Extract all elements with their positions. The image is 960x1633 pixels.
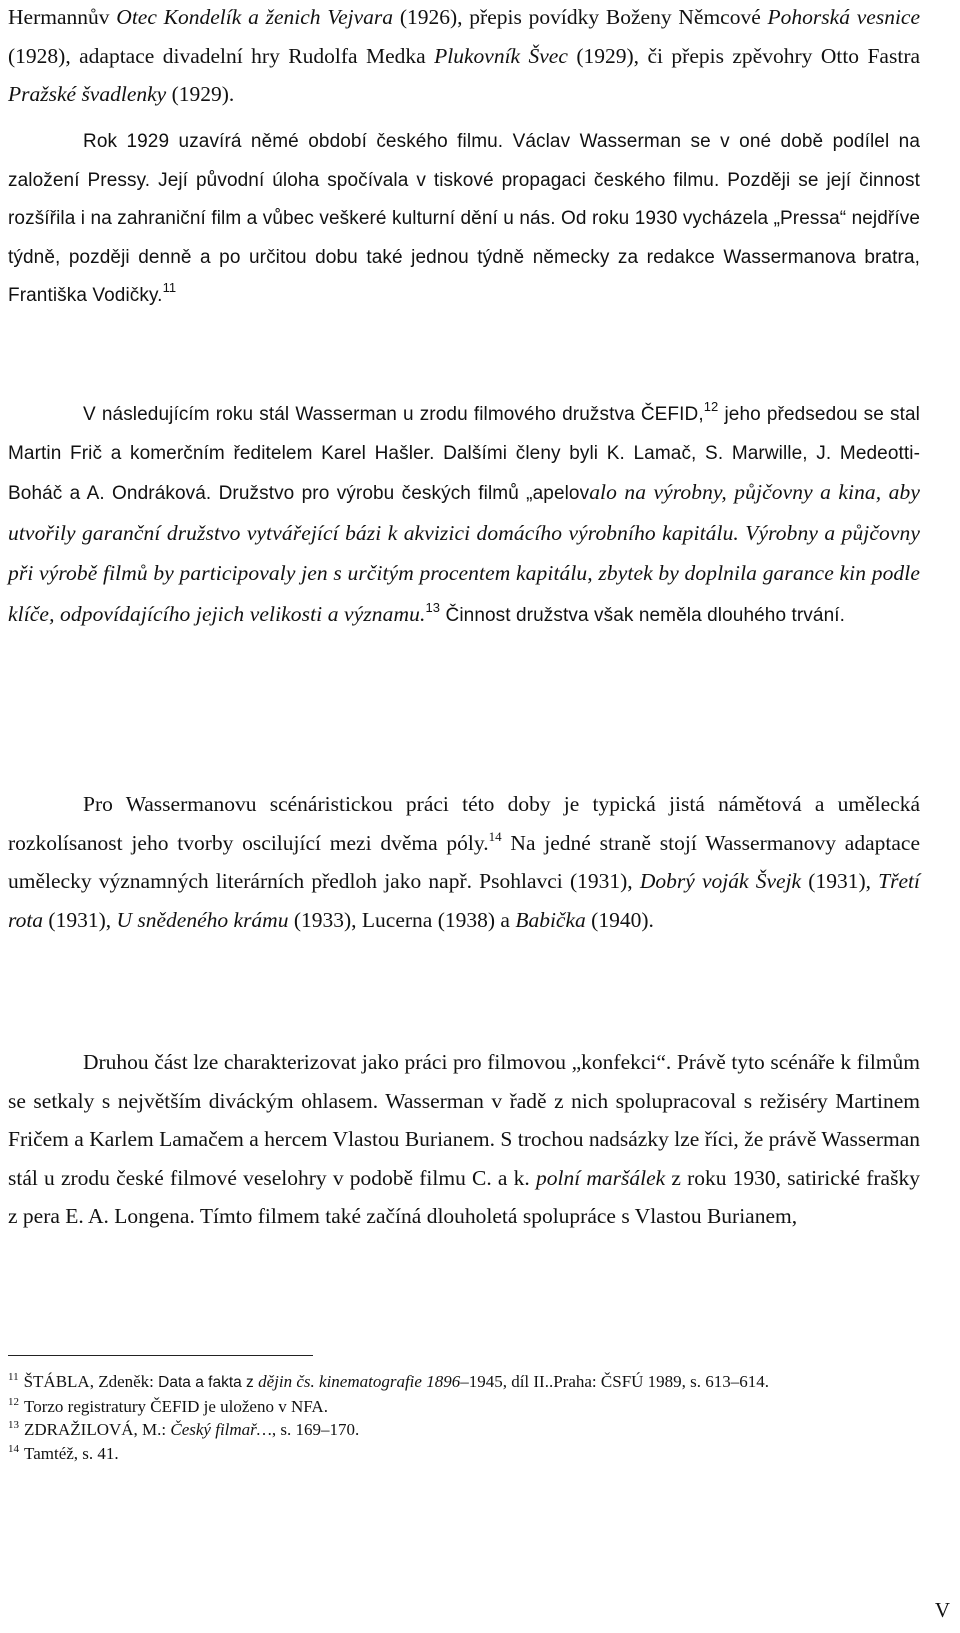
film-title: Třetí rota <box>8 869 920 932</box>
text-run: Hermannův <box>8 5 117 29</box>
footnote-title: dějin čs. kinematografie 1896 <box>258 1372 461 1391</box>
footnote-text: Tamtéž, s. 41. <box>24 1443 119 1463</box>
footnote-separator <box>8 1355 313 1356</box>
footnote-text: Data a fakta z <box>158 1374 259 1391</box>
footnote-text: ŠTÁBLA, Zdeněk: <box>23 1372 159 1391</box>
footnote-11 <box>8 1370 920 1395</box>
paragraph-1 <box>8 0 920 114</box>
text-run: z roku 1930, satirické frašky z pera E. A. Longena. Tímto filmem také začíná dlouholetá spolupráce s Vlastou Burianem, <box>8 1165 920 1229</box>
footnote-ref[interactable]: 14 <box>488 828 502 844</box>
film-title: Pohorská vesnice <box>767 5 921 29</box>
text-run: Rok 1929 uzavírá němé období českého filmu. Václav Wasserman se v oné době podílel na založení Pressy. Její původní úloha spočívala v tiskové propagaci českého filmu. Později se její činnost rozšířila i na zahraniční film a vůbec veškeré kulturní dění u nás. Od roku 1930 vycházela „Pressa“ nejdříve týdně, později denně a po určitou dobu také jednou týdně německy za redakce Wassermanova bratra, Františka Vodičky. <box>8 131 920 307</box>
footnote-ref[interactable]: 11 <box>162 280 177 296</box>
footnote-12 <box>8 1395 920 1419</box>
footnote-ref[interactable]: 13 <box>425 599 441 615</box>
text-run: Na jedné straně stojí Wassermanovy adaptace umělecky významných literárních předloh jako např. Psohlavci (1931), <box>8 830 920 894</box>
footnote-14 <box>8 1442 920 1466</box>
film-title: Dobrý voják Švejk <box>639 869 802 894</box>
footnote-13 <box>8 1418 920 1442</box>
text-run: Pro Wassermanovu scénáristickou práci této doby je typická jistá námětová a umělecká rozkolísanost jeho tvorby oscilující mezi dvěma póly. <box>8 792 920 855</box>
text-run: (1926), přepis povídky Boženy Němcové <box>393 5 768 29</box>
text-run: (1928), adaptace divadelní hry Rudolfa Medka <box>8 43 435 68</box>
film-title: Otec Kondelík a ženich Vejvara <box>116 5 394 29</box>
text-run: (1929). <box>166 82 235 107</box>
footnote-number: 11 <box>8 1371 19 1383</box>
text-run: (1931), <box>801 869 879 894</box>
film-title: U snědeného krámu <box>116 907 289 932</box>
page-number: V <box>934 1598 950 1622</box>
footnote-text: ZDRAŽILOVÁ, M.: <box>24 1420 171 1439</box>
paragraph-3 <box>8 396 920 636</box>
text-run: (1933), Lucerna (1938) a <box>288 907 516 932</box>
footnote-number: 12 <box>8 1395 19 1408</box>
footnote-text: , s. 169–170. <box>271 1420 360 1439</box>
film-title: polní maršálek <box>535 1165 666 1190</box>
text-run: Druhou část lze charakterizovat jako práci pro filmovou „konfekci“. Právě tyto scénáře k filmům se setkaly s největším diváckým ohlasem. Wasserman v řadě z nich spolupracoval s režiséry Martinem Fričem a Karlem Lamačem a hercem Vlastou Burianem. S trochou nadsázky lze říci, že právě Wasserman stál u zrodu české filmové veselohry v podobě filmu C. a k. <box>8 1050 920 1190</box>
footnote-text: –1945, díl II..Praha: ČSFÚ 1989, s. 613–614. <box>460 1372 770 1391</box>
footnotes <box>8 1370 920 1465</box>
film-title: Pražské švadlenky <box>8 82 167 107</box>
footnote-text: Torzo registratury ČEFID je uloženo v NFA. <box>24 1396 328 1416</box>
paragraph-2 <box>8 123 920 316</box>
footnote-ref[interactable]: 12 <box>703 399 719 414</box>
film-title: Plukovník Švec <box>434 43 568 68</box>
paragraph-5 <box>8 1043 920 1236</box>
text-run: (1929), či přepis zpěvohry Otto Fastra <box>567 43 921 68</box>
text-run: (1940). <box>585 907 654 932</box>
text-run: jeho předsedou se stal Martin Frič a komerčním ředitelem Karel Hašler. Dalšími členy byli K. Lamač, S. Marwille, J. Medeotti-Boháč a A. Ondráková. Družstvo pro výrobu českých filmů „apelov <box>8 404 920 505</box>
text-run: V následujícím roku stál Wasserman u zrodu filmového družstva ČEFID, <box>83 404 704 425</box>
paragraph-4 <box>8 785 920 939</box>
footnote-number: 14 <box>8 1442 19 1455</box>
film-title: Babička <box>515 907 586 932</box>
footnote-title: Český filmař… <box>170 1420 272 1439</box>
text-run: Činnost družstva však neměla dlouhého trvání. <box>440 604 845 626</box>
footnote-number: 13 <box>8 1419 19 1431</box>
quotation: alo na výrobny, půjčovny a kina, aby utvořily garanční družstvo vytvářející bázi k akvizici domácího výrobního kapitálu. Výrobny a půjčovny při výrobě filmů by participovaly jen s určitým procentem kapitálu, zbytek by doplnila garance kin podle klíče, odpovídajícího jejich velikosti a významu. <box>8 480 920 626</box>
text-run: (1931), <box>43 907 117 932</box>
